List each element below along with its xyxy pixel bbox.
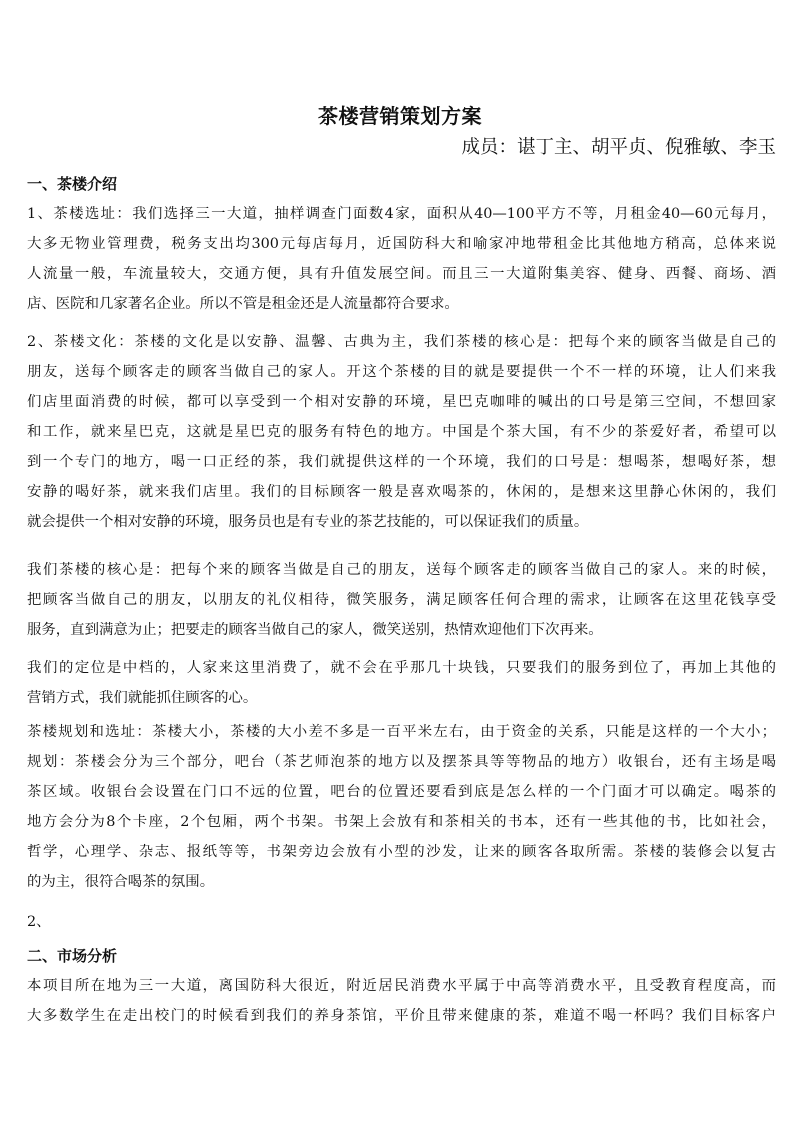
text-line: 的为主，很符合喝茶的氛围。 [27,874,215,890]
text-line: 们店里面消费的时候，都可以享受到一个相对安静的环境，星巴克咖啡的喊出的口号是第三空间，不想回家 [27,394,776,410]
text-line: 本项目所在地为三一大道，离国防科大很近，附近居民消费水平属于中高等消费水平，且受教育程度高，而 [27,978,776,994]
text-line: 就会提供一个相对安静的环境，服务员也是有专业的茶艺技能的，可以保证我们的质量。 [27,514,589,530]
paragraph-item-2 [27,907,776,937]
text-line: 我们的定位是中档的，人家来这里消费了，就不会在乎那几十块钱，只要我们的服务到位了，再加上其他的 [27,660,776,676]
paragraph-location [27,199,776,319]
section-heading-market: 二、市场分析 [27,947,118,965]
text-line: 大多数学生在走出校门的时候看到我们的养身茶馆，平价且带来健康的茶，难道不喝一杯吗？我们目标客户 [27,1008,776,1024]
text-line: 把顾客当做自己的朋友，以朋友的礼仪相待，微笑服务，满足顾客任何合理的需求，让顾客在这里花钱享受 [27,592,776,608]
text-line: 2、 [27,914,51,930]
text-line: 朋友，送每个顾客走的顾客当做自己的家人。开这个茶楼的目的就是要提供一个不一样的环境，让人们来我 [27,364,776,380]
text-line: 店、医院和几家著名企业。所以不管是租金还是人流量都符合要求。 [27,296,459,312]
text-line: 营销方式，我们就能抓住顾客的心。 [27,690,258,706]
text-line: 安静的喝好茶，就来我们店里。我们的目标顾客一般是喜欢喝茶的，休闲的，是想来这里静心休闲的，我们 [27,484,776,500]
paragraph-culture [27,327,776,537]
author-list: 成员：谌丁主、胡平贞、倪雅敏、李玉 [461,137,776,158]
text-line: 服务，直到满意为止；把要走的顾客当做自己的家人，微笑送别，热情欢迎他们下次再来。 [27,622,603,638]
text-line: 大多无物业管理费，税务支出均300元每店每月，近国防科大和喻家冲地带租金比其他地方稍高，总体来说 [27,236,776,252]
text-line: 哲学，心理学、杂志、报纸等等，书架旁边会放有小型的沙发，让来的顾客各取所需。茶楼的装修会以复古 [27,844,776,860]
paragraph-positioning [27,653,776,713]
text-line: 和工作，就来星巴克，这就是星巴克的服务有特色的地方。中国是个茶大国，有不少的茶爱好者，希望可以 [27,424,776,440]
paragraph-core-value [27,555,776,645]
text-line: 我们茶楼的核心是：把每个来的顾客当做是自己的朋友，送每个顾客走的顾客当做自己的家人。来的时候， [27,562,776,578]
paragraph-market [27,971,776,1031]
text-line: 地方会分为8个卡座，2个包厢，两个书架。书架上会放有和茶相关的书本，还有一些其他的书，比如社会， [27,814,776,830]
text-line: 人流量一般，车流量较大，交通方便，具有升值发展空间。而且三一大道附集美容、健身、西餐、商场、酒 [27,266,776,282]
section-heading-intro: 一、茶楼介绍 [27,175,118,193]
text-line: 茶区域。收银台会设置在门口不远的位置，吧台的位置还要看到底是怎么样的一个门面才可以确定。喝茶的 [27,784,776,800]
text-line: 2、茶楼文化：茶楼的文化是以安静、温馨、古典为主，我们茶楼的核心是：把每个来的顾客当做是自己的 [27,334,776,350]
paragraph-planning [27,717,776,897]
text-line: 到一个专门的地方，喝一口正经的茶，我们就提供这样的一个环境，我们的口号是：想喝茶，想喝好茶，想 [27,454,776,470]
document-title: 茶楼营销策划方案 [318,104,482,128]
text-line: 茶楼规划和选址：茶楼大小，茶楼的大小差不多是一百平米左右，由于资金的关系，只能是这样的一个大小； [27,724,776,740]
text-line: 1、茶楼选址：我们选择三一大道，抽样调查门面数4家，面积从40—100平方不等，月租金40—60元每月， [27,206,776,222]
text-line: 规划：茶楼会分为三个部分，吧台（茶艺师泡茶的地方以及摆茶具等等物品的地方）收银台，还有主场是喝 [27,754,776,770]
